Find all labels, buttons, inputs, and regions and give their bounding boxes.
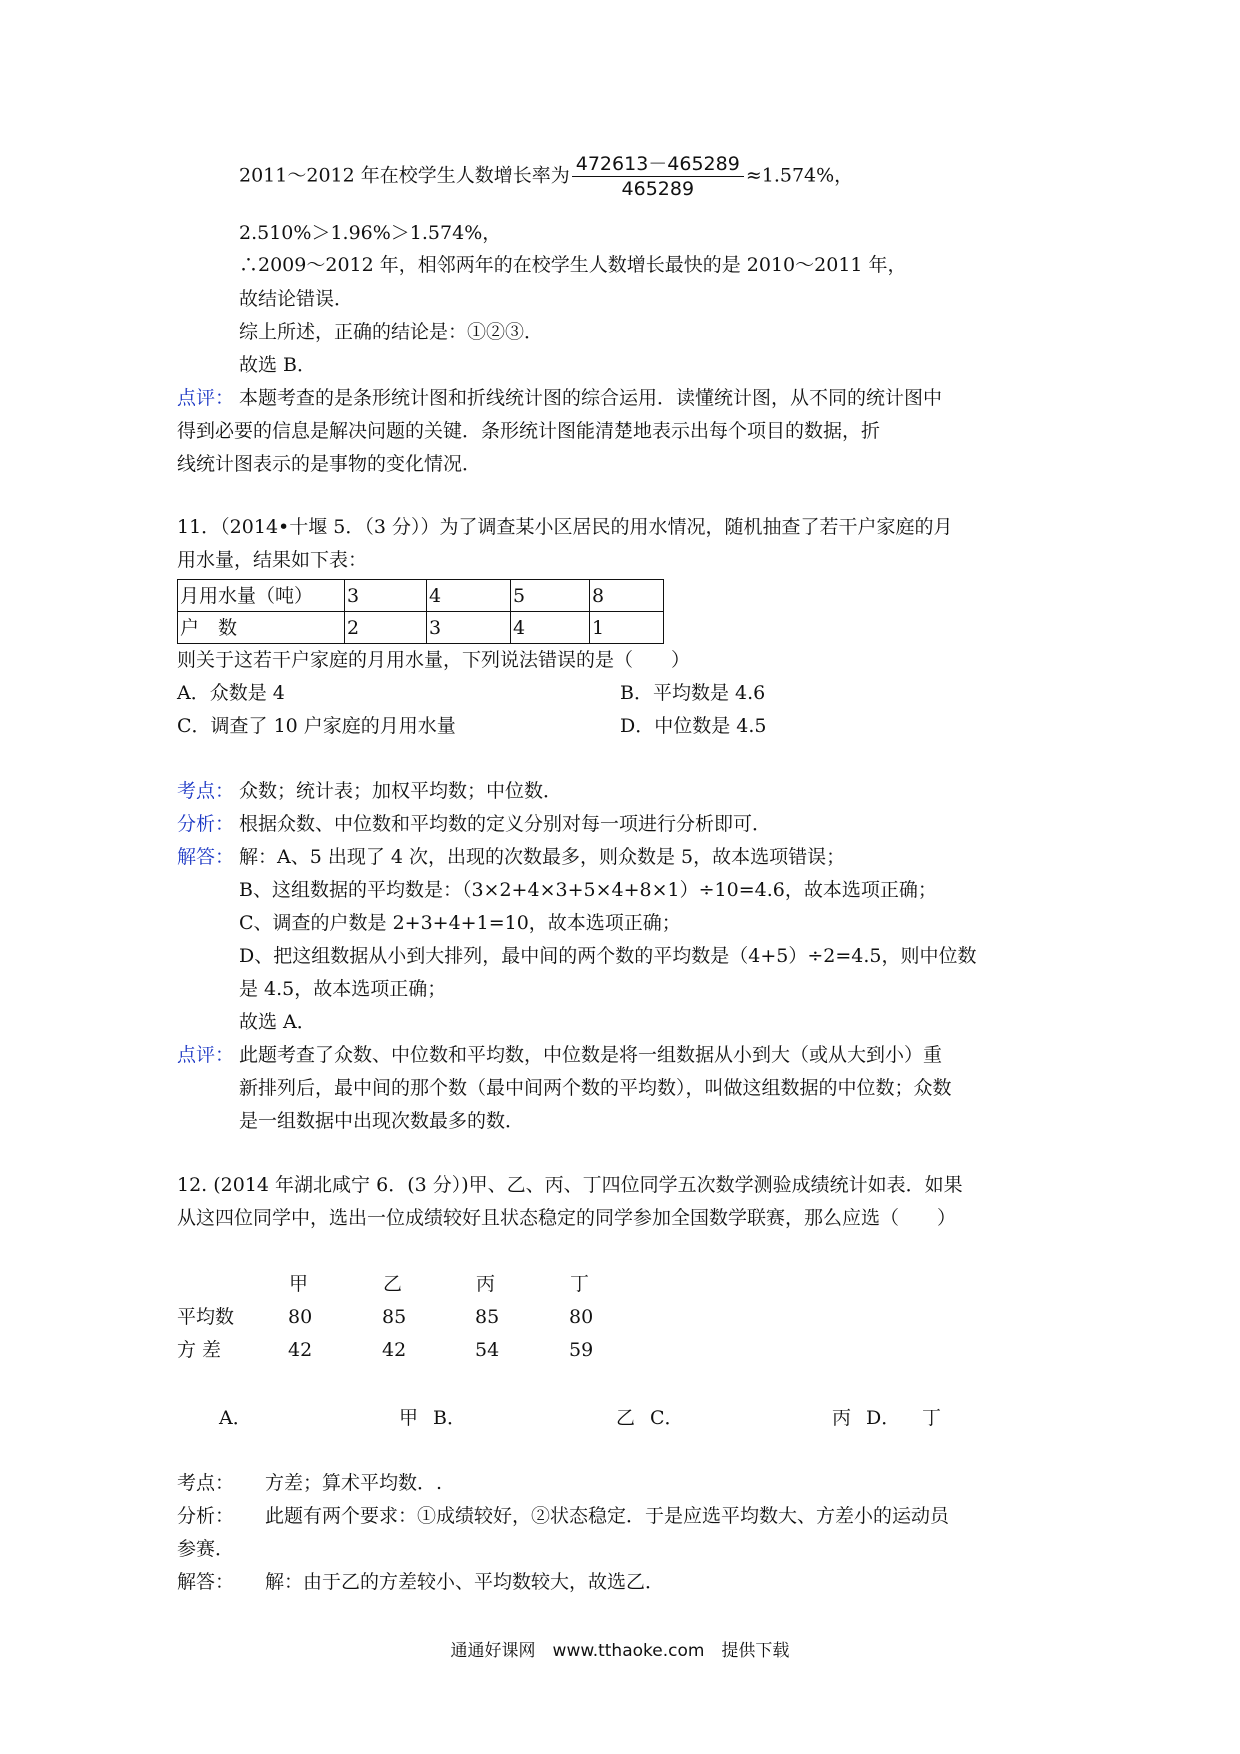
header-bing: 丙 bbox=[476, 1273, 496, 1295]
table-cell: 4 bbox=[511, 612, 590, 644]
prev-comment-1: 本题考查的是条形统计图和折线统计图的综合运用．读懂统计图，从不同的统计图中 bbox=[239, 387, 943, 409]
q12-kaodian: 方差；算术平均数．. bbox=[265, 1472, 443, 1494]
q11-option-c: C．调查了 10 户家庭的月用水量 bbox=[177, 715, 456, 737]
table-row bbox=[178, 580, 664, 612]
q12-stem-1: 12. (2014 年湖北咸宁 6．(3 分）)甲、乙、丙、丁四位同学五次数学测验成绩统计如表．如果 bbox=[177, 1174, 963, 1196]
q12-option-d-value: 丁 bbox=[922, 1407, 942, 1429]
table-cell: 3 bbox=[345, 580, 427, 612]
table-cell: 3 bbox=[427, 612, 511, 644]
table-cell: 4 bbox=[427, 580, 511, 612]
row-label-variance: 方 差 bbox=[177, 1339, 222, 1361]
q11-dianping-1: 此题考查了众数、中位数和平均数，中位数是将一组数据从小到大（或从大到小）重 bbox=[239, 1044, 943, 1066]
header-yi: 乙 bbox=[383, 1273, 403, 1295]
fraction-denominator: 465289 bbox=[621, 178, 695, 200]
q12-fenxi-2: 参赛． bbox=[177, 1538, 235, 1560]
q12-option-b-value: 乙 bbox=[616, 1407, 636, 1429]
q12-jieda-label: 解答： bbox=[177, 1571, 235, 1593]
table-cell: 59 bbox=[569, 1339, 594, 1361]
table-cell: 80 bbox=[288, 1306, 313, 1328]
header-jia: 甲 bbox=[289, 1273, 309, 1295]
q11-option-d: D．中位数是 4.5 bbox=[620, 715, 767, 737]
q11-jieda-1: 解：A、5 出现了 4 次，出现的次数最多，则众数是 5，故本选项错误； bbox=[239, 846, 846, 868]
header-ding: 丁 bbox=[570, 1273, 590, 1295]
q11-jieda-2: B、这组数据的平均数是：（3×2+4×3+5×4+8×1）÷10=4.6，故本选项正确； bbox=[239, 879, 937, 901]
q11-jieda-5: 是 4.5，故本选项正确； bbox=[239, 978, 447, 1000]
table-cell: 1 bbox=[590, 612, 664, 644]
water-usage-table bbox=[177, 579, 664, 644]
q11-dianping-2: 新排列后，最中间的那个数（最中间两个数的平均数），叫做这组数据的中位数；众数 bbox=[239, 1077, 952, 1099]
table-cell: 85 bbox=[475, 1306, 500, 1328]
table-cell: 8 bbox=[590, 580, 664, 612]
table-cell: 42 bbox=[382, 1339, 407, 1361]
q12-fenxi-1: 此题有两个要求：①成绩较好，②状态稳定．于是应选平均数大、方差小的运动员 bbox=[265, 1505, 950, 1527]
table-cell: 月用水量（吨） bbox=[178, 580, 345, 612]
table-cell: 户 数 bbox=[178, 612, 345, 644]
q12-option-a-value: 甲 bbox=[399, 1407, 419, 1429]
table-cell: 42 bbox=[288, 1339, 313, 1361]
q11-jieda-4: D、把这组数据从小到大排列，最中间的两个数的平均数是（4+5）÷2=4.5，则中位数 bbox=[239, 945, 977, 967]
q12-option-c-value: 丙 bbox=[832, 1407, 852, 1429]
q11-kaodian-label: 考点： bbox=[177, 780, 235, 802]
table-cell: 80 bbox=[569, 1306, 594, 1328]
table-row bbox=[178, 612, 664, 644]
prev-comment-2: 得到必要的信息是解决问题的关键．条形统计图能清楚地表示出每个项目的数据，折 bbox=[177, 420, 881, 442]
q12-stem-2: 从这四位同学中，选出一位成绩较好且状态稳定的同学参加全国数学联赛，那么应选（ ） bbox=[177, 1207, 957, 1229]
rate-suffix: ≈1.574%， bbox=[745, 164, 854, 187]
q11-jieda-3: C、调查的户数是 2+3+4+1=10，故本选项正确； bbox=[239, 912, 681, 934]
q12-jieda: 解：由于乙的方差较小、平均数较大，故选乙． bbox=[265, 1571, 665, 1593]
conclusion-wrong: 故结论错误． bbox=[239, 288, 354, 310]
table-cell: 85 bbox=[382, 1306, 407, 1328]
q12-kaodian-label: 考点： bbox=[177, 1472, 235, 1494]
rate-prefix: 2011～2012 年在校学生人数增长率为 bbox=[239, 164, 570, 187]
q11-dianping-label: 点评： bbox=[177, 1044, 235, 1066]
q12-option-c-letter: C． bbox=[650, 1407, 684, 1429]
q11-option-a: A．众数是 4 bbox=[177, 682, 285, 704]
growth-fraction bbox=[572, 152, 744, 201]
table-cell: 5 bbox=[511, 580, 590, 612]
q12-option-a-letter: A． bbox=[219, 1407, 252, 1429]
prev-comment-3: 线统计图表示的是事物的变化情况． bbox=[177, 453, 482, 475]
q11-jieda-6: 故选 A． bbox=[239, 1011, 316, 1033]
row-label-mean: 平均数 bbox=[177, 1306, 235, 1328]
fraction-numerator: 472613－465289 bbox=[572, 152, 744, 177]
compare-line: 2.510%＞1.96%＞1.574%， bbox=[239, 222, 502, 244]
choice-line: 故选 B． bbox=[239, 354, 317, 376]
q11-jieda-label: 解答： bbox=[177, 846, 235, 868]
table-cell: 2 bbox=[345, 612, 427, 644]
q11-question: 则关于这若干户家庭的月用水量，下列说法错误的是（ ） bbox=[177, 649, 691, 671]
q11-fenxi: 根据众数、中位数和平均数的定义分别对每一项进行分析即可． bbox=[239, 813, 772, 835]
q11-fenxi-label: 分析： bbox=[177, 813, 235, 835]
summary-line: 综上所述，正确的结论是：①②③． bbox=[239, 321, 544, 343]
q12-option-b-letter: B． bbox=[433, 1407, 466, 1429]
q11-dianping-3: 是一组数据中出现次数最多的数． bbox=[239, 1110, 525, 1132]
page-footer: 通通好课网 www.tthaoke.com 提供下载 bbox=[450, 1641, 790, 1661]
q12-option-d-letter: D． bbox=[866, 1407, 901, 1429]
prev-comment-label: 点评： bbox=[177, 387, 235, 409]
table-cell: 54 bbox=[475, 1339, 500, 1361]
growth-rate-line bbox=[239, 152, 853, 201]
q11-stem-1: 11．（2014•十堰 5．（3 分））为了调查某小区居民的用水情况，随机抽查了若干户家庭的月 bbox=[177, 516, 953, 538]
therefore-line: ∴2009～2012 年，相邻两年的在校学生人数增长最快的是 2010～2011 年， bbox=[239, 254, 907, 276]
q11-stem-2: 用水量，结果如下表： bbox=[177, 549, 368, 571]
q11-option-b: B．平均数是 4.6 bbox=[620, 682, 766, 704]
q11-kaodian: 众数；统计表；加权平均数；中位数． bbox=[239, 780, 563, 802]
q12-fenxi-label: 分析： bbox=[177, 1505, 235, 1527]
